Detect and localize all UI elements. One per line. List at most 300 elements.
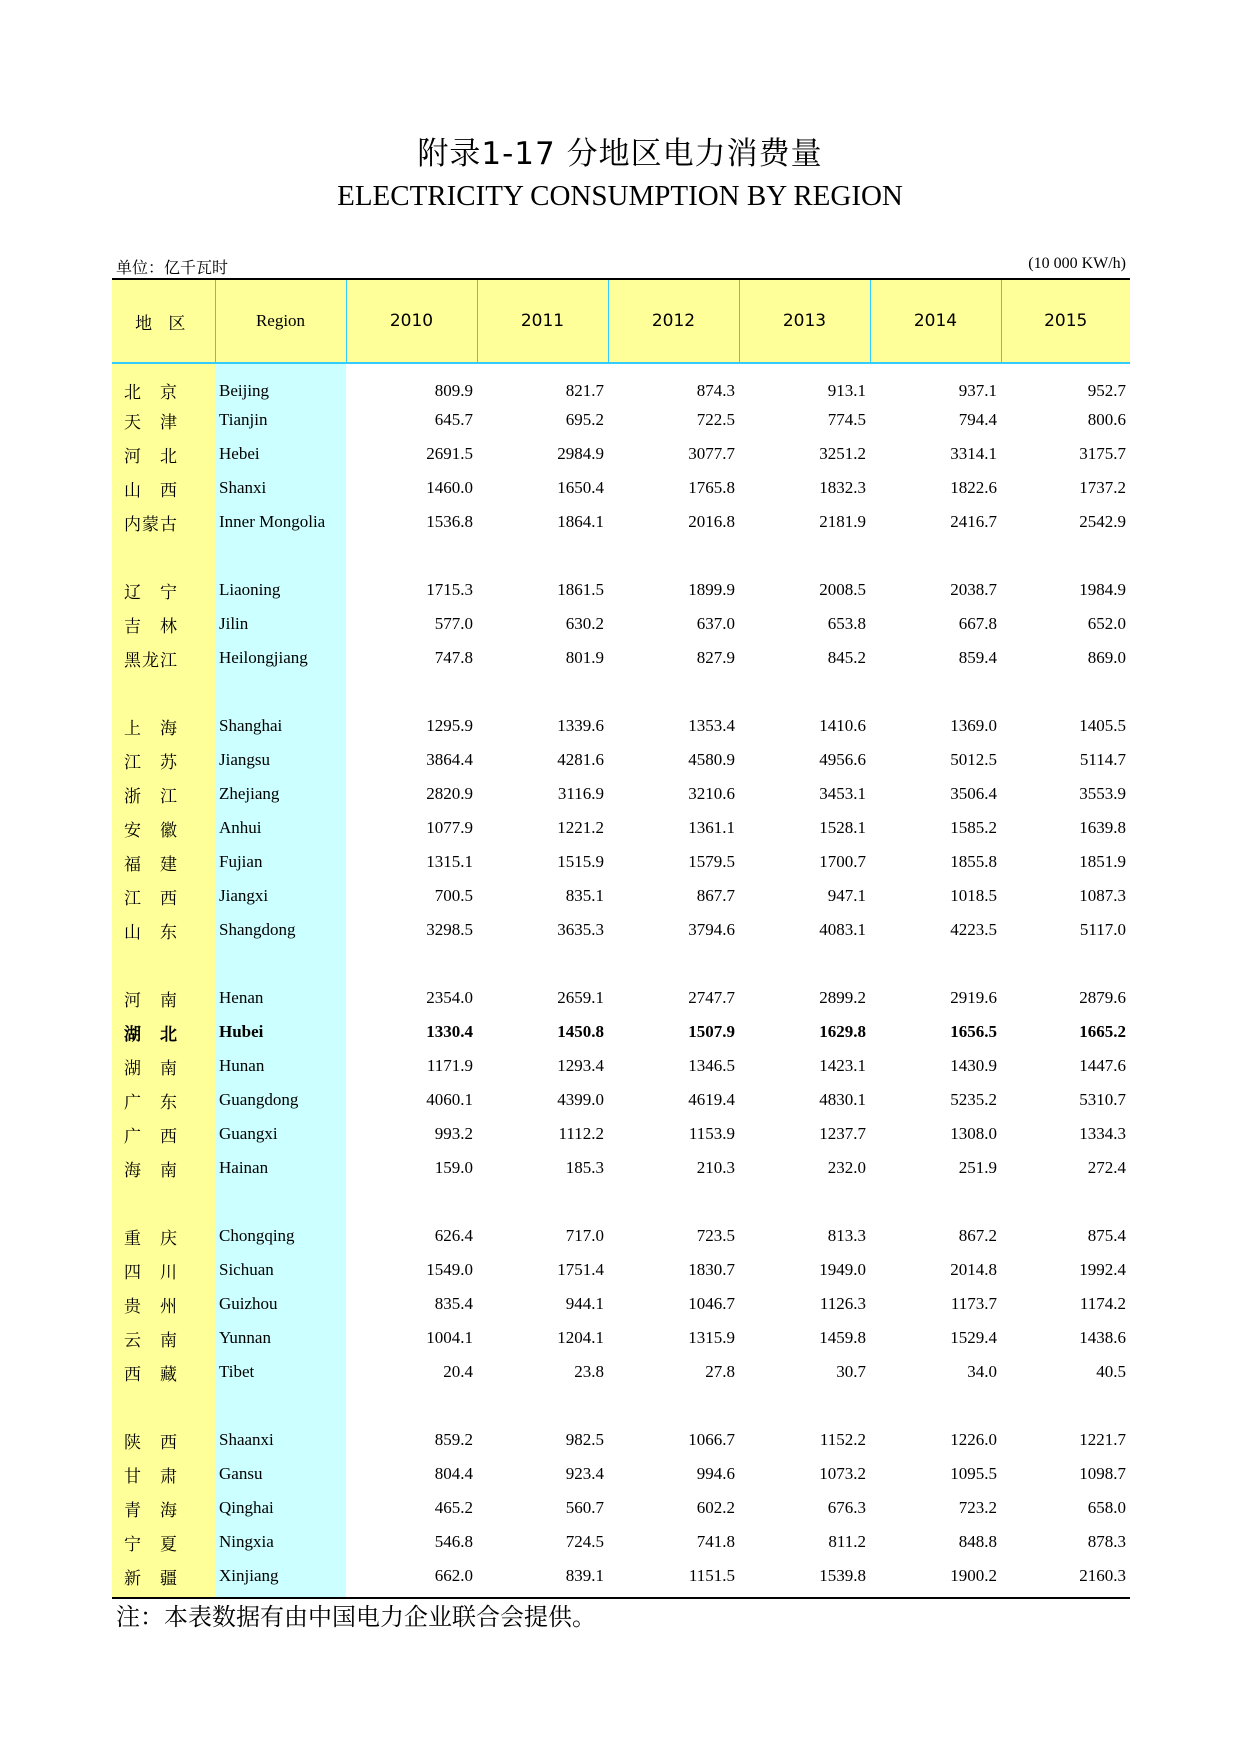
- region-name-cn: 云 南: [124, 1330, 178, 1350]
- value-cell: 1369.0: [950, 716, 997, 735]
- value-cell: 2820.9: [426, 784, 473, 803]
- value-cell: 722.5: [696, 410, 735, 429]
- value-cell: 1073.2: [819, 1464, 866, 1483]
- value-cell: 1221.2: [557, 818, 604, 837]
- group-spacer-row: [112, 675, 1130, 709]
- value-cell: 1126.3: [819, 1294, 866, 1313]
- region-name-cn: 北 京: [124, 383, 178, 402]
- region-name-cn: 湖 南: [124, 1058, 178, 1078]
- value-cell: 1237.7: [819, 1124, 866, 1143]
- value-cell: 867.7: [696, 886, 735, 905]
- value-cell: 1715.3: [426, 580, 473, 599]
- value-cell: 1528.1: [819, 818, 866, 837]
- table-row: [112, 1457, 1130, 1491]
- value-cell: 3314.1: [950, 444, 997, 463]
- value-cell: 794.4: [958, 410, 997, 429]
- table-row: [112, 505, 1130, 539]
- value-cell: 34.0: [967, 1362, 997, 1381]
- value-cell: 1346.5: [688, 1056, 735, 1075]
- value-cell: 1098.7: [1079, 1464, 1126, 1483]
- value-cell: 1438.6: [1079, 1328, 1126, 1347]
- spacer-cell: [112, 1185, 1130, 1219]
- table-row: [112, 1559, 1130, 1593]
- value-cell: 1018.5: [950, 886, 997, 905]
- value-cell: 2038.7: [950, 580, 997, 599]
- region-name-en: Sichuan: [219, 1260, 274, 1279]
- table-row: [112, 1423, 1130, 1457]
- table-row: [112, 1491, 1130, 1525]
- region-name-en: Hunan: [219, 1056, 265, 1075]
- region-name-cn: 山 东: [124, 922, 178, 942]
- value-cell: 1204.1: [557, 1328, 604, 1347]
- table-row: [112, 709, 1130, 743]
- value-cell: 821.7: [565, 380, 604, 400]
- table-row: [112, 879, 1130, 913]
- table-row: [112, 1151, 1130, 1185]
- value-cell: 695.2: [565, 410, 604, 429]
- value-cell: 1004.1: [426, 1328, 473, 1347]
- value-cell: 1629.8: [819, 1022, 866, 1041]
- value-cell: 602.2: [696, 1498, 735, 1517]
- region-name-cn: 河 北: [124, 446, 178, 466]
- region-name-cn: 陕 西: [124, 1432, 178, 1452]
- table-row: [112, 1287, 1130, 1321]
- region-name-cn: 内蒙古: [124, 514, 178, 534]
- header-year: 2012: [608, 279, 739, 363]
- region-name-en: Inner Mongolia: [219, 512, 326, 531]
- value-cell: 4619.4: [688, 1090, 735, 1109]
- value-cell: 1153.9: [688, 1124, 735, 1143]
- value-cell: 723.5: [696, 1226, 735, 1245]
- value-cell: 1536.8: [426, 512, 473, 531]
- value-cell: 1293.4: [557, 1056, 604, 1075]
- value-cell: 923.4: [565, 1464, 604, 1483]
- value-cell: 658.0: [1087, 1498, 1126, 1517]
- value-cell: 835.1: [565, 886, 604, 905]
- value-cell: 874.3: [696, 380, 735, 400]
- spacer-cell: [112, 1389, 1130, 1423]
- value-cell: 3864.4: [426, 750, 473, 769]
- value-cell: 1529.4: [950, 1328, 997, 1347]
- value-cell: 3251.2: [819, 444, 866, 463]
- table-row: [112, 981, 1130, 1015]
- region-name-cn: 宁 夏: [124, 1534, 178, 1554]
- region-name-en: Beijing: [219, 380, 270, 400]
- value-cell: 813.3: [827, 1226, 866, 1245]
- region-name-en: Hubei: [219, 1022, 264, 1041]
- value-cell: 232.0: [827, 1158, 866, 1177]
- value-cell: 3116.9: [557, 784, 604, 803]
- region-name-en: Hainan: [219, 1158, 269, 1177]
- region-name-cn: 福 建: [124, 854, 178, 874]
- table-row: [112, 811, 1130, 845]
- value-cell: 809.9: [434, 380, 473, 400]
- region-name-cn: 青 海: [124, 1500, 178, 1520]
- value-cell: 577.0: [434, 614, 473, 633]
- region-name-en: Tianjin: [219, 410, 268, 429]
- region-name-en: Anhui: [219, 818, 262, 837]
- value-cell: 251.9: [958, 1158, 997, 1177]
- region-name-en: Qinghai: [219, 1498, 274, 1517]
- value-cell: 1700.7: [819, 852, 866, 871]
- value-cell: 2160.3: [1079, 1566, 1126, 1585]
- value-cell: 839.1: [565, 1566, 604, 1585]
- value-cell: 1459.8: [819, 1328, 866, 1347]
- value-cell: 952.7: [1087, 380, 1126, 400]
- value-cell: 2899.2: [819, 988, 866, 1007]
- region-name-en: Guangdong: [219, 1090, 299, 1109]
- value-cell: 1515.9: [557, 852, 604, 871]
- header-year: 2011: [477, 279, 608, 363]
- value-cell: 717.0: [565, 1226, 604, 1245]
- region-name-en: Heilongjiang: [219, 648, 308, 667]
- region-name-cn: 海 南: [124, 1160, 178, 1180]
- value-cell: 5235.2: [950, 1090, 997, 1109]
- region-name-en: Jiangsu: [219, 750, 270, 769]
- value-cell: 676.3: [827, 1498, 866, 1517]
- value-cell: 859.2: [434, 1430, 473, 1449]
- table-row: [112, 403, 1130, 437]
- value-cell: 1339.6: [557, 716, 604, 735]
- value-cell: 1460.0: [426, 478, 473, 497]
- value-cell: 4223.5: [950, 920, 997, 939]
- value-cell: 4830.1: [819, 1090, 866, 1109]
- region-name-en: Fujian: [219, 852, 263, 871]
- region-name-en: Shanghai: [219, 716, 283, 735]
- value-cell: 1315.9: [688, 1328, 735, 1347]
- value-cell: 747.8: [434, 648, 473, 667]
- value-cell: 653.8: [827, 614, 866, 633]
- value-cell: 982.5: [565, 1430, 604, 1449]
- region-name-cn: 山 西: [124, 480, 178, 500]
- value-cell: 1046.7: [688, 1294, 735, 1313]
- value-cell: 827.9: [696, 648, 735, 667]
- region-name-cn: 四 川: [124, 1262, 178, 1282]
- value-cell: 1226.0: [950, 1430, 997, 1449]
- footnote: 注：本表数据有由中国电力企业联合会提供。: [116, 1603, 596, 1631]
- region-name-cn: 江 西: [124, 888, 178, 908]
- group-spacer-row: [112, 947, 1130, 981]
- value-cell: 3635.3: [557, 920, 604, 939]
- value-cell: 869.0: [1087, 648, 1126, 667]
- value-cell: 2016.8: [688, 512, 735, 531]
- table-body: [112, 363, 1130, 1593]
- value-cell: 1087.3: [1079, 886, 1126, 905]
- region-name-en: Jilin: [219, 614, 249, 633]
- value-cell: 2008.5: [819, 580, 866, 599]
- value-cell: 1507.9: [688, 1022, 735, 1041]
- table-row: [112, 607, 1130, 641]
- value-cell: 1171.9: [426, 1056, 473, 1075]
- value-cell: 1984.9: [1079, 580, 1126, 599]
- region-name-en: Tibet: [219, 1362, 255, 1381]
- region-name-en: Chongqing: [219, 1226, 295, 1245]
- region-name-en: Jiangxi: [219, 886, 269, 905]
- header-region-cn: 地 区: [112, 279, 215, 363]
- value-cell: 1423.1: [819, 1056, 866, 1075]
- value-cell: 2416.7: [950, 512, 997, 531]
- header-year: 2014: [870, 279, 1001, 363]
- region-name-cn: 新 疆: [124, 1568, 178, 1588]
- value-cell: 4399.0: [557, 1090, 604, 1109]
- value-cell: 1430.9: [950, 1056, 997, 1075]
- table-row: [112, 777, 1130, 811]
- value-cell: 3453.1: [819, 784, 866, 803]
- value-cell: 845.2: [827, 648, 866, 667]
- value-cell: 23.8: [574, 1362, 604, 1381]
- value-cell: 875.4: [1087, 1226, 1126, 1245]
- table-row: [112, 1355, 1130, 1389]
- region-name-en: Guangxi: [219, 1124, 278, 1143]
- value-cell: 2542.9: [1079, 512, 1126, 531]
- value-cell: 2659.1: [557, 988, 604, 1007]
- value-cell: 272.4: [1087, 1158, 1126, 1177]
- value-cell: 5310.7: [1079, 1090, 1126, 1109]
- value-cell: 700.5: [434, 886, 473, 905]
- table-row: [112, 573, 1130, 607]
- value-cell: 1330.4: [426, 1022, 473, 1041]
- table-row: [112, 1015, 1130, 1049]
- value-cell: 859.4: [958, 648, 997, 667]
- region-name-cn: 黑龙江: [124, 650, 178, 670]
- value-cell: 811.2: [828, 1532, 866, 1551]
- value-cell: 185.3: [565, 1158, 604, 1177]
- value-cell: 4580.9: [688, 750, 735, 769]
- value-cell: 1751.4: [557, 1260, 604, 1279]
- value-cell: 667.8: [958, 614, 997, 633]
- header-year: 2013: [739, 279, 870, 363]
- value-cell: 913.1: [827, 380, 866, 400]
- value-cell: 1151.5: [688, 1566, 735, 1585]
- value-cell: 878.3: [1087, 1532, 1126, 1551]
- value-cell: 645.7: [434, 410, 473, 429]
- table-row: [112, 743, 1130, 777]
- region-name-cn: 浙 江: [124, 786, 178, 806]
- value-cell: 1077.9: [426, 818, 473, 837]
- region-name-en: Shanxi: [219, 478, 267, 497]
- value-cell: 947.1: [827, 886, 866, 905]
- value-cell: 741.8: [696, 1532, 735, 1551]
- table-header-row: [112, 279, 1130, 363]
- value-cell: 1549.0: [426, 1260, 473, 1279]
- value-cell: 1361.1: [688, 818, 735, 837]
- region-name-en: Shaanxi: [219, 1430, 274, 1449]
- value-cell: 27.8: [705, 1362, 735, 1381]
- value-cell: 2879.6: [1079, 988, 1126, 1007]
- region-name-en: Gansu: [219, 1464, 263, 1483]
- region-name-en: Xinjiang: [219, 1566, 279, 1585]
- value-cell: 1221.7: [1079, 1430, 1126, 1449]
- value-cell: 1066.7: [688, 1430, 735, 1449]
- value-cell: 1822.6: [950, 478, 997, 497]
- table-row: [112, 1253, 1130, 1287]
- value-cell: 1315.1: [426, 852, 473, 871]
- value-cell: 40.5: [1096, 1362, 1126, 1381]
- value-cell: 1900.2: [950, 1566, 997, 1585]
- value-cell: 835.4: [434, 1294, 473, 1313]
- spacer-cell: [112, 539, 1130, 573]
- value-cell: 2354.0: [426, 988, 473, 1007]
- value-cell: 1174.2: [1079, 1294, 1126, 1313]
- region-name-cn: 江 苏: [124, 752, 178, 772]
- table-row: [112, 845, 1130, 879]
- table-row: [112, 1083, 1130, 1117]
- value-cell: 723.2: [958, 1498, 997, 1517]
- value-cell: 724.5: [565, 1532, 604, 1551]
- unit-label-en: (10 000 KW/h): [1028, 255, 1126, 272]
- header-region-en: Region: [215, 279, 346, 363]
- region-name-cn: 广 西: [124, 1126, 178, 1146]
- value-cell: 1410.6: [819, 716, 866, 735]
- value-cell: 3794.6: [688, 920, 735, 939]
- value-cell: 465.2: [434, 1498, 473, 1517]
- region-name-cn: 广 东: [124, 1092, 178, 1112]
- value-cell: 546.8: [434, 1532, 473, 1551]
- group-spacer-row: [112, 539, 1130, 573]
- region-name-cn: 吉 林: [124, 616, 178, 636]
- value-cell: 630.2: [565, 614, 604, 633]
- region-name-cn: 河 南: [124, 990, 178, 1010]
- value-cell: 3553.9: [1079, 784, 1126, 803]
- value-cell: 1656.5: [950, 1022, 997, 1041]
- spacer-cell: [112, 947, 1130, 981]
- table-row: [112, 1525, 1130, 1559]
- value-cell: 5114.7: [1079, 750, 1126, 769]
- value-cell: 1152.2: [819, 1430, 866, 1449]
- value-cell: 662.0: [434, 1566, 473, 1585]
- region-name-en: Zhejiang: [219, 784, 280, 803]
- value-cell: 867.2: [958, 1226, 997, 1245]
- table-row: [112, 1219, 1130, 1253]
- region-name-cn: 上 海: [124, 718, 178, 738]
- value-cell: 1095.5: [950, 1464, 997, 1483]
- value-cell: 2919.6: [950, 988, 997, 1007]
- value-cell: 1334.3: [1079, 1124, 1126, 1143]
- region-name-en: Yunnan: [219, 1328, 271, 1347]
- value-cell: 30.7: [836, 1362, 866, 1381]
- table-row: [112, 471, 1130, 505]
- value-cell: 937.1: [958, 380, 997, 400]
- value-cell: 800.6: [1087, 410, 1126, 429]
- value-cell: 1539.8: [819, 1566, 866, 1585]
- value-cell: 804.4: [434, 1464, 473, 1483]
- value-cell: 1992.4: [1079, 1260, 1126, 1279]
- region-name-cn: 安 徽: [124, 820, 178, 840]
- value-cell: 4060.1: [426, 1090, 473, 1109]
- value-cell: 1450.8: [557, 1022, 604, 1041]
- value-cell: 1832.3: [819, 478, 866, 497]
- value-cell: 2747.7: [688, 988, 735, 1007]
- region-name-en: Ningxia: [219, 1532, 274, 1551]
- value-cell: 1112.2: [558, 1124, 604, 1143]
- value-cell: 944.1: [565, 1294, 604, 1313]
- region-name-en: Liaoning: [219, 580, 281, 599]
- value-cell: 20.4: [443, 1362, 473, 1381]
- value-cell: 637.0: [696, 614, 735, 633]
- value-cell: 1308.0: [950, 1124, 997, 1143]
- page-title-en: ELECTRICITY CONSUMPTION BY REGION: [337, 180, 903, 212]
- header-year: 2010: [346, 279, 477, 363]
- value-cell: 1765.8: [688, 478, 735, 497]
- value-cell: 1579.5: [688, 852, 735, 871]
- region-name-en: Hebei: [219, 444, 260, 463]
- region-name-cn: 贵 州: [124, 1296, 178, 1316]
- region-name-en: Henan: [219, 988, 264, 1007]
- header-year: 2015: [1001, 279, 1130, 363]
- value-cell: 2181.9: [819, 512, 866, 531]
- group-spacer-row: [112, 1185, 1130, 1219]
- value-cell: 4083.1: [819, 920, 866, 939]
- region-name-cn: 天 津: [124, 412, 178, 432]
- table-row: [112, 363, 1130, 403]
- value-cell: 1861.5: [557, 580, 604, 599]
- table-row: [112, 437, 1130, 471]
- region-name-cn: 甘 肃: [124, 1466, 178, 1486]
- value-cell: 560.7: [565, 1498, 604, 1517]
- value-cell: 3298.5: [426, 920, 473, 939]
- value-cell: 1173.7: [950, 1294, 997, 1313]
- value-cell: 3175.7: [1079, 444, 1126, 463]
- value-cell: 1585.2: [950, 818, 997, 837]
- value-cell: 652.0: [1087, 614, 1126, 633]
- region-name-cn: 湖 北: [124, 1024, 178, 1044]
- value-cell: 2691.5: [426, 444, 473, 463]
- table-row: [112, 1117, 1130, 1151]
- value-cell: 1353.4: [688, 716, 735, 735]
- value-cell: 4956.6: [819, 750, 866, 769]
- value-cell: 159.0: [434, 1158, 473, 1177]
- value-cell: 2014.8: [950, 1260, 997, 1279]
- value-cell: 1639.8: [1079, 818, 1126, 837]
- region-name-cn: 重 庆: [124, 1228, 178, 1248]
- value-cell: 626.4: [434, 1226, 473, 1245]
- value-cell: 3210.6: [688, 784, 735, 803]
- region-name-cn: 西 藏: [124, 1364, 178, 1384]
- value-cell: 1851.9: [1079, 852, 1126, 871]
- table-row: [112, 641, 1130, 675]
- value-cell: 1447.6: [1079, 1056, 1126, 1075]
- value-cell: 1855.8: [950, 852, 997, 871]
- value-cell: 1650.4: [557, 478, 604, 497]
- value-cell: 1864.1: [557, 512, 604, 531]
- value-cell: 993.2: [434, 1124, 473, 1143]
- value-cell: 1899.9: [688, 580, 735, 599]
- value-cell: 848.8: [958, 1532, 997, 1551]
- value-cell: 1665.2: [1079, 1022, 1126, 1041]
- table-row: [112, 1321, 1130, 1355]
- page-title-cn: 附录1-17 分地区电力消费量: [417, 136, 823, 172]
- value-cell: 2984.9: [557, 444, 604, 463]
- value-cell: 1405.5: [1079, 716, 1126, 735]
- value-cell: 3506.4: [950, 784, 997, 803]
- value-cell: 3077.7: [688, 444, 735, 463]
- value-cell: 1737.2: [1079, 478, 1126, 497]
- value-cell: 5117.0: [1079, 920, 1126, 939]
- region-name-en: Shangdong: [219, 920, 296, 939]
- spacer-cell: [112, 675, 1130, 709]
- value-cell: 774.5: [827, 410, 866, 429]
- unit-label-cn: 单位：亿千瓦时: [116, 260, 229, 277]
- table-row: [112, 913, 1130, 947]
- region-name-cn: 辽 宁: [124, 582, 178, 602]
- group-spacer-row: [112, 1389, 1130, 1423]
- value-cell: 1295.9: [426, 716, 473, 735]
- value-cell: 210.3: [696, 1158, 735, 1177]
- value-cell: 801.9: [565, 648, 604, 667]
- value-cell: 4281.6: [557, 750, 604, 769]
- electricity-consumption-table: [112, 278, 1130, 1593]
- value-cell: 1830.7: [688, 1260, 735, 1279]
